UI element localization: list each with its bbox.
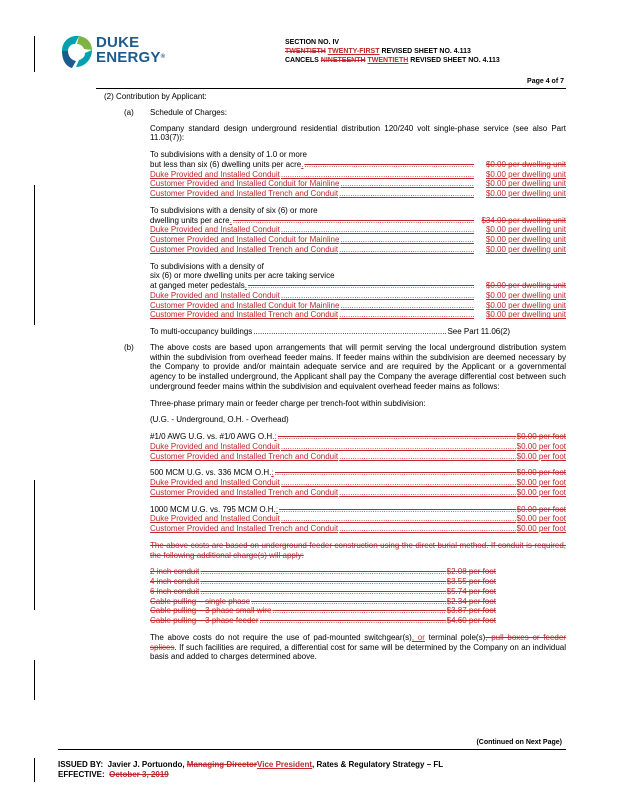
direct-burial-note: The above costs are based on underground feeder construction using the direct burial method. If conduit is required, the following additional charge(s) will apply: <box>150 540 566 560</box>
continued-note: (Continued on Next Page) <box>476 739 562 746</box>
rate-row: Duke Provided and Installed Conduit ..... $0.00 per foot <box>150 442 566 452</box>
multi-occupancy-row: To multi-occupancy buildings ..... See Part 11.06(2) <box>150 327 510 337</box>
rate-row: Customer Provided and Installed Trench and Conduit ..... $0.00 per foot <box>150 488 566 498</box>
issued-by-line: ISSUED BY: Javier J. Portuondo, Managing DirectorVice President, Rates & Regulatory Strategy – FL <box>58 760 444 769</box>
feeder-group-3: 1000 MCM U.G. vs. 795 MCM O.H.: ..... $0.00 per foot Duke Provided and Installed Conduit ..... $0.00 per foot Customer Provided and Installed Trench and Conduit ..... $0.00 per foot <box>150 505 566 534</box>
conduit-extra-row: 2 inch conduit ..... $2.08 per foot <box>150 567 496 577</box>
item-b-number: (b) <box>124 342 134 352</box>
conduit-extra-row: 6 inch conduit ..... $5.74 per foot <box>150 587 496 597</box>
revision-bar <box>34 758 35 782</box>
revision-bar <box>34 660 35 700</box>
rate-row: Customer Provided and Installed Trench and Conduit ..... $0.00 per foot <box>150 452 566 462</box>
revision-bar <box>34 185 35 325</box>
three-phase-line: Three-phase primary main or feeder charge per trench-foot within subdivision: <box>150 398 426 408</box>
rate-row: Duke Provided and Installed Conduit ..... $0.00 per dwelling unit <box>150 170 566 180</box>
conduit-extra-row: Cable pulling – single phase ..... $2.34 per foot <box>150 597 496 607</box>
item-a-intro: Company standard design underground residential distribution 120/240 volt single-phase service (see also Part 11.03(7)): <box>150 123 566 143</box>
feeder-group-1: #1/0 AWG U.G. vs. #1/0 AWG O.H.: ..... $0.00 per foot Duke Provided and Installed Conduit ..... $0.00 per foot Customer Provided and Installed Trench and Conduit ..... $0.00 per foot <box>150 432 566 461</box>
density-group-2: To subdivisions with a density of six (6) or more dwelling units per acre. ..... $34.00 per dwelling unit Duke Provided and Installed Conduit ..... $0.00 per dwelling unit Customer Provided and Installed Conduit for Mainline ..... $0.00 per dwelling unit Customer Provided and Installed Trench and Conduit ..... $0.00 per dwelling unit <box>150 206 566 255</box>
sheet-header <box>285 38 500 65</box>
logo-mark-icon <box>58 32 96 70</box>
page-number: Page 4 of 7 <box>527 78 564 85</box>
conduit-extra-row: Cable pulling – 3 phase small wire ..... $3.87 per foot <box>150 606 496 616</box>
rate-row: Customer Provided and Installed Conduit for Mainline ..... $0.00 per dwelling unit <box>150 301 566 311</box>
sheet-line: TWENTIETH TWENTY-FIRST REVISED SHEET NO. 4.113 <box>285 48 471 55</box>
section-number: SECTION NO. IV <box>285 39 340 46</box>
ug-oh-legend: (U.G. - Underground, O.H. - Overhead) <box>150 415 289 425</box>
tariff-body <box>104 92 566 662</box>
rate-row: Customer Provided and Installed Trench and Conduit ..... $0.00 per dwelling unit <box>150 245 566 255</box>
item-a-title: Schedule of Charges: <box>150 107 227 117</box>
density-group-1: To subdivisions with a density of 1.0 or more but less than six (6) dwelling units per acre. ..... $0.00 per dwelling unit Duke Provided and Installed Conduit ..... $0.00 per dwelling unit Customer Provided and Installed Conduit for Mainline ..... $0.00 per dwelling unit Customer Provided and Installed Trench and Conduit ..... $0.00 per dwelling unit <box>150 150 566 199</box>
rate-row: Duke Provided and Installed Conduit ..... $0.00 per dwelling unit <box>150 291 566 301</box>
feeder-group-2: 500 MCM U.G. vs. 336 MCM O.H.: ..... $0.00 per foot Duke Provided and Installed Conduit ..... $0.00 per foot Customer Provided and Installed Trench and Conduit ..... $0.00 per foot <box>150 468 566 497</box>
rate-row: Duke Provided and Installed Conduit ..... $0.00 per foot <box>150 514 566 524</box>
footer-rule <box>58 749 566 750</box>
cancels-line: CANCELS NINETEENTH TWENTIETH REVISED SHEET NO. 4.113 <box>285 57 500 64</box>
final-paragraph: The above costs do not require the use of pad-mounted switchgear(s), or terminal pole(s), pull boxes or feeder splices. If such facilities are required, a differential cost for same will be determined by the Company on an individual basis and added to charges determined above. <box>150 632 566 662</box>
contribution-heading: (2) Contribution by Applicant: <box>104 92 207 101</box>
item-b-paragraph: The above costs are based upon arrangements that will permit serving the local underground distribution system within the subdivision from overhead feeder mains. If feeder mains within the subdivision are deemed necessary by the Company to provide and/or maintain adequate service and are required by the Applicant or a governmental agency to be installed underground, the Applicant shall pay the Company the average differential cost between such underground feeder mains within the subdivision and equivalent overhead feeder mains as follows: <box>150 342 566 391</box>
logo-line-1: DUKE <box>96 34 140 51</box>
logo-line-2: ENERGY <box>96 49 161 66</box>
duke-energy-logo <box>58 32 178 72</box>
rate-row: Customer Provided and Installed Trench and Conduit ..... $0.00 per dwelling unit <box>150 310 566 320</box>
density-group-3: To subdivisions with a density of six (6) or more dwelling units per acre taking service at ganged meter pedestals. ..... $0.00 per dwelling unit Duke Provided and Installed Conduit ..... $0.00 per dwelling unit Customer Provided and Installed Conduit for Mainline ..... $0.00 per dwelling unit Customer Provided and Installed Trench and Conduit ..... $0.00 per dwelling unit <box>150 262 566 321</box>
rate-row: Customer Provided and Installed Trench and Conduit ..... $0.00 per foot <box>150 524 566 534</box>
conduit-extra-row: 4 inch conduit ..... $3.55 per foot <box>150 577 496 587</box>
revision-bar <box>34 36 35 72</box>
rate-row: Duke Provided and Installed Conduit ..... $0.00 per dwelling unit <box>150 225 566 235</box>
rate-row: Duke Provided and Installed Conduit ..... $0.00 per foot <box>150 478 566 488</box>
rate-row: Customer Provided and Installed Trench and Conduit ..... $0.00 per dwelling unit <box>150 189 566 199</box>
item-a-number: (a) <box>124 107 134 117</box>
conduit-extras-list <box>150 567 496 626</box>
rate-row: Customer Provided and Installed Conduit for Mainline ..... $0.00 per dwelling unit <box>150 179 566 189</box>
effective-line: EFFECTIVE: October 3, 2019 <box>58 770 169 779</box>
footer <box>58 760 443 780</box>
rate-row: Customer Provided and Installed Conduit for Mainline ..... $0.00 per dwelling unit <box>150 235 566 245</box>
registered-mark: ® <box>160 54 166 60</box>
conduit-extra-row: Cable pulling – 3 phase feeder ..... $4.60 per foot <box>150 616 496 626</box>
header-rule <box>96 88 566 89</box>
revision-bar <box>34 480 35 610</box>
